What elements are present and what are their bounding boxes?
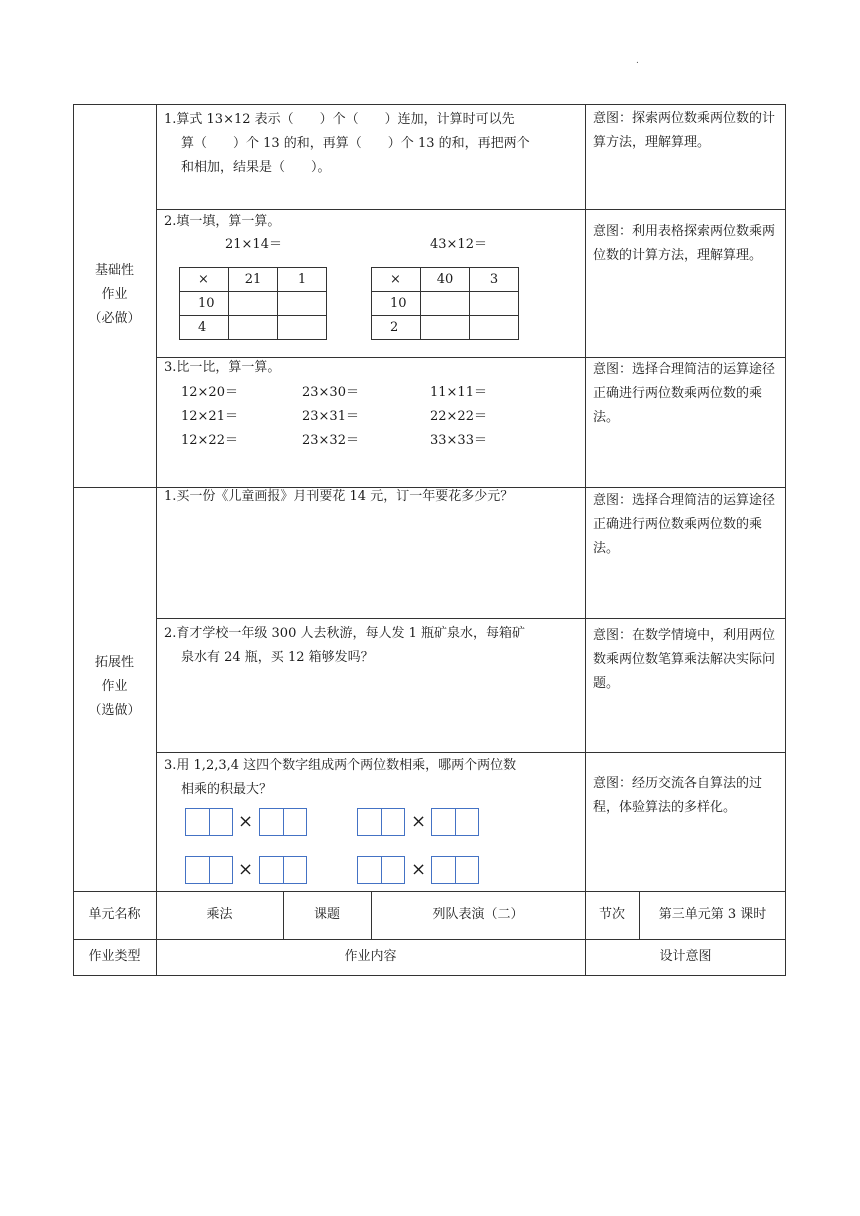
digit-box-pair[interactable] <box>431 856 479 884</box>
grid-2-blank-cell[interactable] <box>421 292 470 316</box>
section-label-extended: 拓展性 作业 （选做） <box>88 655 141 718</box>
unit-name-label: 单元名称 <box>88 907 141 922</box>
digit-box-pair[interactable] <box>185 856 233 884</box>
times-sign: × <box>238 859 254 880</box>
times-sign: × <box>238 811 254 832</box>
basic-q1-intent: 意图：探索两位数乘两位数的计算方法，理解算理。 <box>593 111 776 150</box>
basic-q2-expression-1: 21×14＝ <box>225 237 282 252</box>
homework-type-header: 作业类型 <box>88 949 141 964</box>
page-mark: . <box>636 56 639 66</box>
basic-q3-intent: 意图：选择合理简洁的运算途径正确进行两位数乘两位数的乘法。 <box>593 362 776 425</box>
homework-content-header: 作业内容 <box>344 949 397 964</box>
grid-2-blank-cell[interactable] <box>421 316 470 340</box>
digit-box-pair[interactable] <box>259 856 307 884</box>
unit-name-value: 乘法 <box>206 907 233 922</box>
topic-value: 列队表演（二） <box>432 907 524 922</box>
grid-2-blank-cell[interactable] <box>470 316 519 340</box>
basic-q2-title: 2.填一填，算一算。 <box>164 214 281 229</box>
digit-box-pair[interactable] <box>259 808 307 836</box>
lesson-label: 节次 <box>598 907 625 922</box>
digit-box-pair[interactable] <box>185 808 233 836</box>
design-intent-header: 设计意图 <box>659 949 712 964</box>
extended-q3-intent: 意图：经历交流各自算法的过程，体验算法的多样化。 <box>593 776 763 815</box>
digit-box-pair[interactable] <box>357 856 405 884</box>
basic-q3-title: 3.比一比，算一算。 <box>164 360 281 375</box>
multiplication-grid-2: × 40 3 10 2 <box>371 267 519 340</box>
times-sign: × <box>411 859 427 880</box>
digit-box-pair[interactable] <box>357 808 405 836</box>
multiplication-grid-1: × 21 1 10 4 <box>179 267 327 340</box>
grid-1-blank-cell[interactable] <box>229 292 278 316</box>
extended-q1: 1.买一份《儿童画报》月刊要花 14 元，订一年要花多少元？ <box>164 489 514 504</box>
grid-1-blank-cell[interactable] <box>278 292 327 316</box>
basic-q2-expression-2: 43×12＝ <box>430 237 487 252</box>
grid-1-blank-cell[interactable] <box>278 316 327 340</box>
topic-label: 课题 <box>313 907 340 922</box>
lesson-value: 第三单元第 3 课时 <box>658 907 767 922</box>
times-sign: × <box>411 811 427 832</box>
section-label-basic: 基础性 作业 （必做） <box>88 263 141 326</box>
digit-box-pair[interactable] <box>431 808 479 836</box>
basic-q2-intent: 意图：利用表格探索两位数乘两位数的计算方法，理解算理。 <box>593 224 776 263</box>
extended-q2-intent: 意图：在数学情境中，利用两位数乘两位数笔算乘法解决实际问题。 <box>593 628 776 691</box>
grid-2-blank-cell[interactable] <box>470 292 519 316</box>
grid-1-blank-cell[interactable] <box>229 316 278 340</box>
extended-q1-intent: 意图：选择合理简洁的运算途径正确进行两位数乘两位数的乘法。 <box>593 493 776 556</box>
